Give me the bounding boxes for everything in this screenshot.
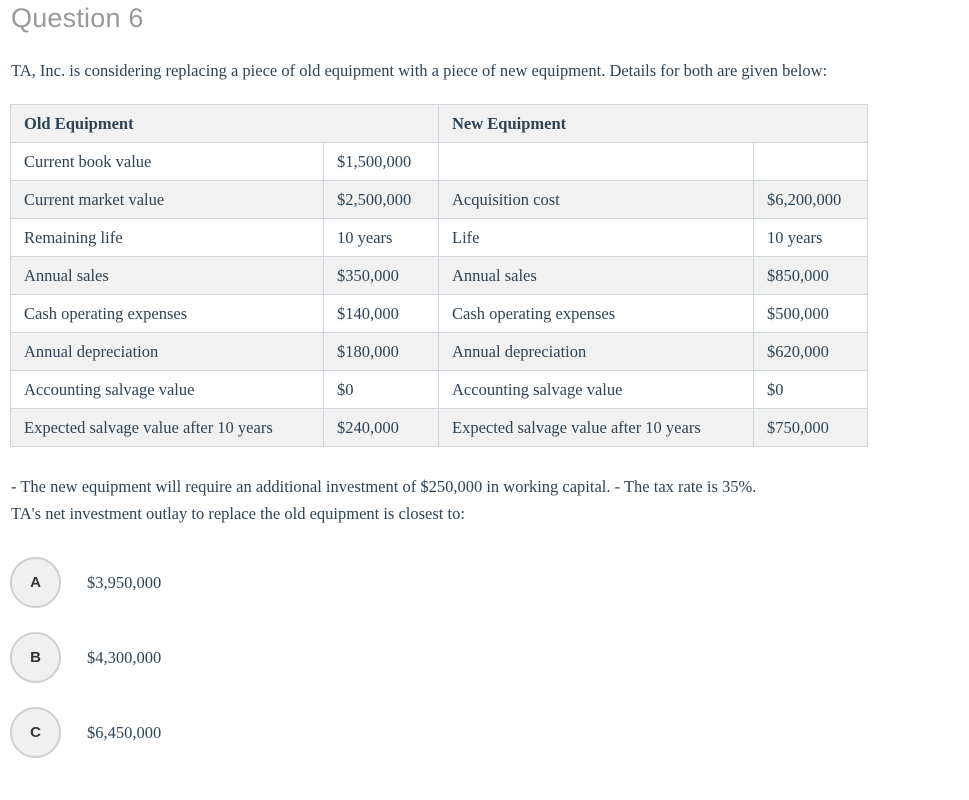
old-label-cell: Annual sales — [11, 257, 324, 295]
table-header-row — [11, 105, 868, 143]
new-label-cell — [439, 143, 754, 181]
new-value-cell: $500,000 — [754, 295, 868, 333]
option-letter-a: A — [30, 574, 41, 591]
old-label-cell: Expected salvage value after 10 years — [11, 409, 324, 447]
new-value-cell: $750,000 — [754, 409, 868, 447]
new-value-cell: $620,000 — [754, 333, 868, 371]
notes-line-2: TA's net investment outlay to replace the old equipment is closest to: — [11, 504, 465, 523]
new-label-cell: Cash operating expenses — [439, 295, 754, 333]
answer-option-a[interactable] — [10, 557, 959, 608]
table-row — [11, 143, 868, 181]
table-body — [11, 143, 868, 447]
old-label-cell: Current market value — [11, 181, 324, 219]
notes-line-1: - The new equipment will require an additional investment of $250,000 in working capital. - The tax rate is 35%. — [11, 477, 757, 496]
new-label-cell: Acquisition cost — [439, 181, 754, 219]
page-title: Question 6 — [11, 3, 144, 33]
old-value-cell: $0 — [324, 371, 439, 409]
old-value-cell: $1,500,000 — [324, 143, 439, 181]
new-label-cell: Accounting salvage value — [439, 371, 754, 409]
table-header-new-equipment: New Equipment — [439, 105, 868, 143]
old-label-cell: Accounting salvage value — [11, 371, 324, 409]
table-head — [11, 105, 868, 143]
option-text-a: $3,950,000 — [87, 572, 162, 592]
new-label-cell: Life — [439, 219, 754, 257]
new-value-cell: $0 — [754, 371, 868, 409]
answer-options-list — [10, 527, 959, 758]
table-row — [11, 181, 868, 219]
new-value-cell: $6,200,000 — [754, 181, 868, 219]
table-row — [11, 219, 868, 257]
old-value-cell: $350,000 — [324, 257, 439, 295]
old-value-cell: $140,000 — [324, 295, 439, 333]
table-row — [11, 333, 868, 371]
new-value-cell: $850,000 — [754, 257, 868, 295]
option-bubble-c[interactable] — [10, 707, 61, 758]
option-bubble-b[interactable] — [10, 632, 61, 683]
new-label-cell: Expected salvage value after 10 years — [439, 409, 754, 447]
equipment-details-table — [10, 104, 868, 447]
new-value-cell: 10 years — [754, 219, 868, 257]
option-letter-c: C — [30, 724, 41, 741]
new-label-cell: Annual depreciation — [439, 333, 754, 371]
old-value-cell: $180,000 — [324, 333, 439, 371]
option-bubble-a[interactable] — [10, 557, 61, 608]
old-value-cell: 10 years — [324, 219, 439, 257]
question-intro-text: TA, Inc. is considering replacing a piece of old equipment with a piece of new equipment. Details for both are given below: — [11, 61, 828, 80]
answer-option-b[interactable] — [10, 632, 959, 683]
old-value-cell: $2,500,000 — [324, 181, 439, 219]
option-letter-b: B — [30, 649, 41, 666]
option-text-c: $6,450,000 — [87, 722, 162, 742]
table-row — [11, 371, 868, 409]
new-label-cell: Annual sales — [439, 257, 754, 295]
old-label-cell: Remaining life — [11, 219, 324, 257]
answer-option-c[interactable] — [10, 707, 959, 758]
question-notes — [10, 447, 891, 527]
table-header-old-equipment: Old Equipment — [11, 105, 439, 143]
new-value-cell — [754, 143, 868, 181]
old-value-cell: $240,000 — [324, 409, 439, 447]
table-row — [11, 295, 868, 333]
old-label-cell: Annual depreciation — [11, 333, 324, 371]
table-row — [11, 409, 868, 447]
option-text-b: $4,300,000 — [87, 647, 162, 667]
old-label-cell: Cash operating expenses — [11, 295, 324, 333]
old-label-cell: Current book value — [11, 143, 324, 181]
table-row — [11, 257, 868, 295]
